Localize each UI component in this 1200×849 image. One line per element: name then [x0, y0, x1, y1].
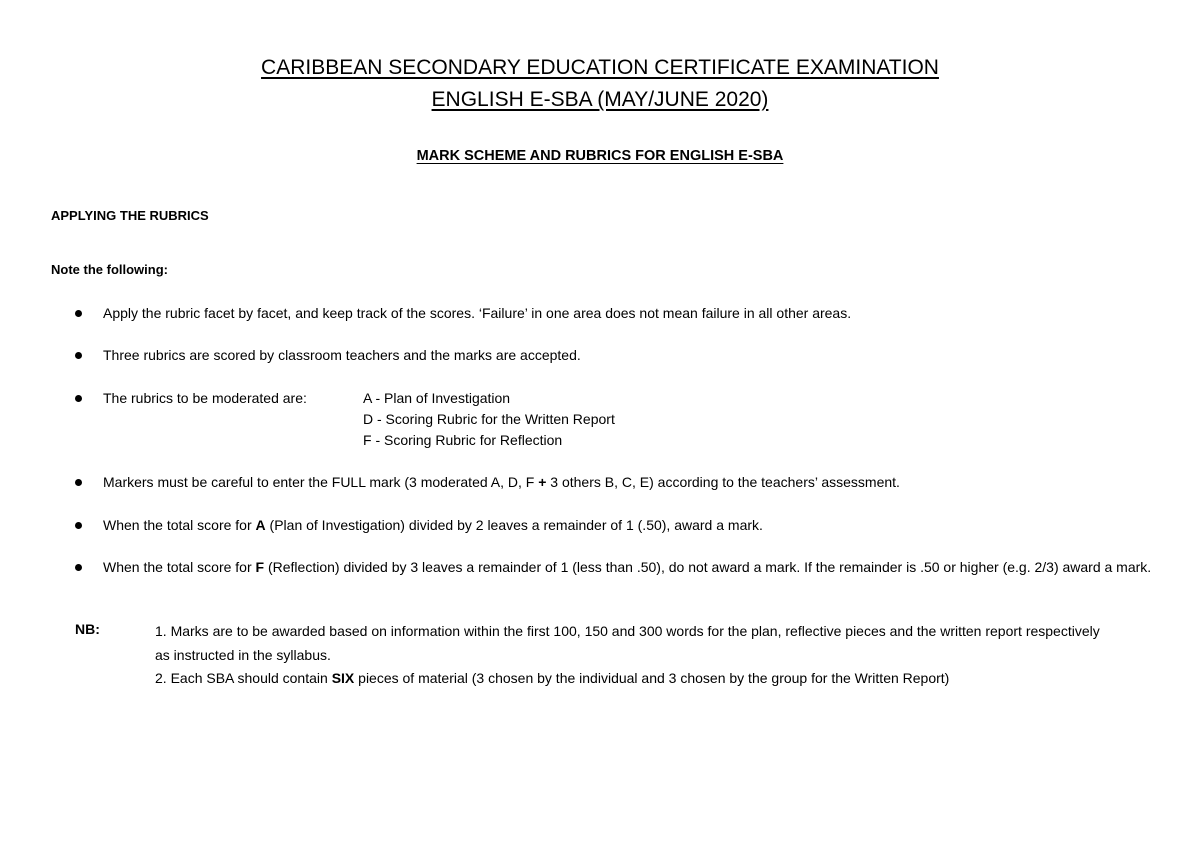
bullet-text — [103, 557, 1183, 578]
bullet-dot-icon — [75, 479, 82, 486]
nb-item-2 — [155, 666, 1115, 690]
rubric-item: A - Plan of Investigation — [363, 390, 511, 406]
bullet-text-part: (Reflection) divided by 3 leaves a remainder of 1 (less than .50), do not award a mark. If the remainder is .50 or higher (e.g. 2/3) award a mark. — [264, 559, 1152, 575]
bullet-text: The rubrics to be moderated are: — [103, 390, 307, 406]
bullet-text-part: (Plan of Investigation) divided by 2 leaves a remainder of 1 (.50), award a mark. — [265, 517, 763, 533]
nb-item-1: 1. Marks are to be awarded based on information within the first 100, 150 and 300 words for the plan, reflective pieces and the written report respectively as instructed in the syllabus. — [155, 623, 1100, 663]
bullet-text-part: Markers must be careful to enter the FULL mark (3 moderated A, D, F — [103, 474, 539, 490]
note-heading: Note the following: — [51, 262, 168, 277]
section-heading: APPLYING THE RUBRICS — [51, 208, 209, 223]
moderated-rubrics-list — [363, 388, 615, 451]
bullet-dot-icon — [75, 564, 82, 571]
rubric-item: F - Scoring Rubric for Reflection — [363, 432, 563, 448]
bullet-dot-icon — [75, 352, 82, 359]
bullet-text-part: 3 others B, C, E) according to the teachers’ assessment. — [546, 474, 900, 490]
nb-text-part: 2. Each SBA should contain — [155, 670, 332, 686]
bullet-text — [103, 515, 763, 536]
bullet-text-part: When the total score for — [103, 559, 256, 575]
bullet-dot-icon — [75, 310, 82, 317]
bullet-dot-icon — [75, 395, 82, 402]
bullet-text-bold: + — [538, 474, 547, 490]
nb-text-bold: SIX — [331, 670, 355, 686]
bullet-dot-icon — [75, 522, 82, 529]
nb-label: NB: — [75, 621, 100, 637]
bullet-text: Three rubrics are scored by classroom teachers and the marks are accepted. — [103, 347, 581, 363]
bullet-text-bold: A — [255, 517, 266, 533]
title-line-1: CARIBBEAN SECONDARY EDUCATION CERTIFICATE EXAMINATION — [261, 56, 939, 79]
bullet-text — [103, 472, 900, 493]
title-line-2: ENGLISH E-SBA (MAY/JUNE 2020) — [431, 88, 769, 111]
nb-text-part: pieces of material (3 chosen by the individual and 3 chosen by the group for the Written Report) — [354, 670, 950, 686]
rubric-item: D - Scoring Rubric for the Written Report — [363, 411, 615, 427]
bullet-text-part: When the total score for — [103, 517, 256, 533]
subtitle: MARK SCHEME AND RUBRICS FOR ENGLISH E-SBA — [416, 148, 784, 164]
bullet-text: Apply the rubric facet by facet, and keep track of the scores. ‘Failure’ in one area does not mean failure in all other areas. — [103, 305, 852, 321]
bullet-text-bold: F — [255, 559, 265, 575]
